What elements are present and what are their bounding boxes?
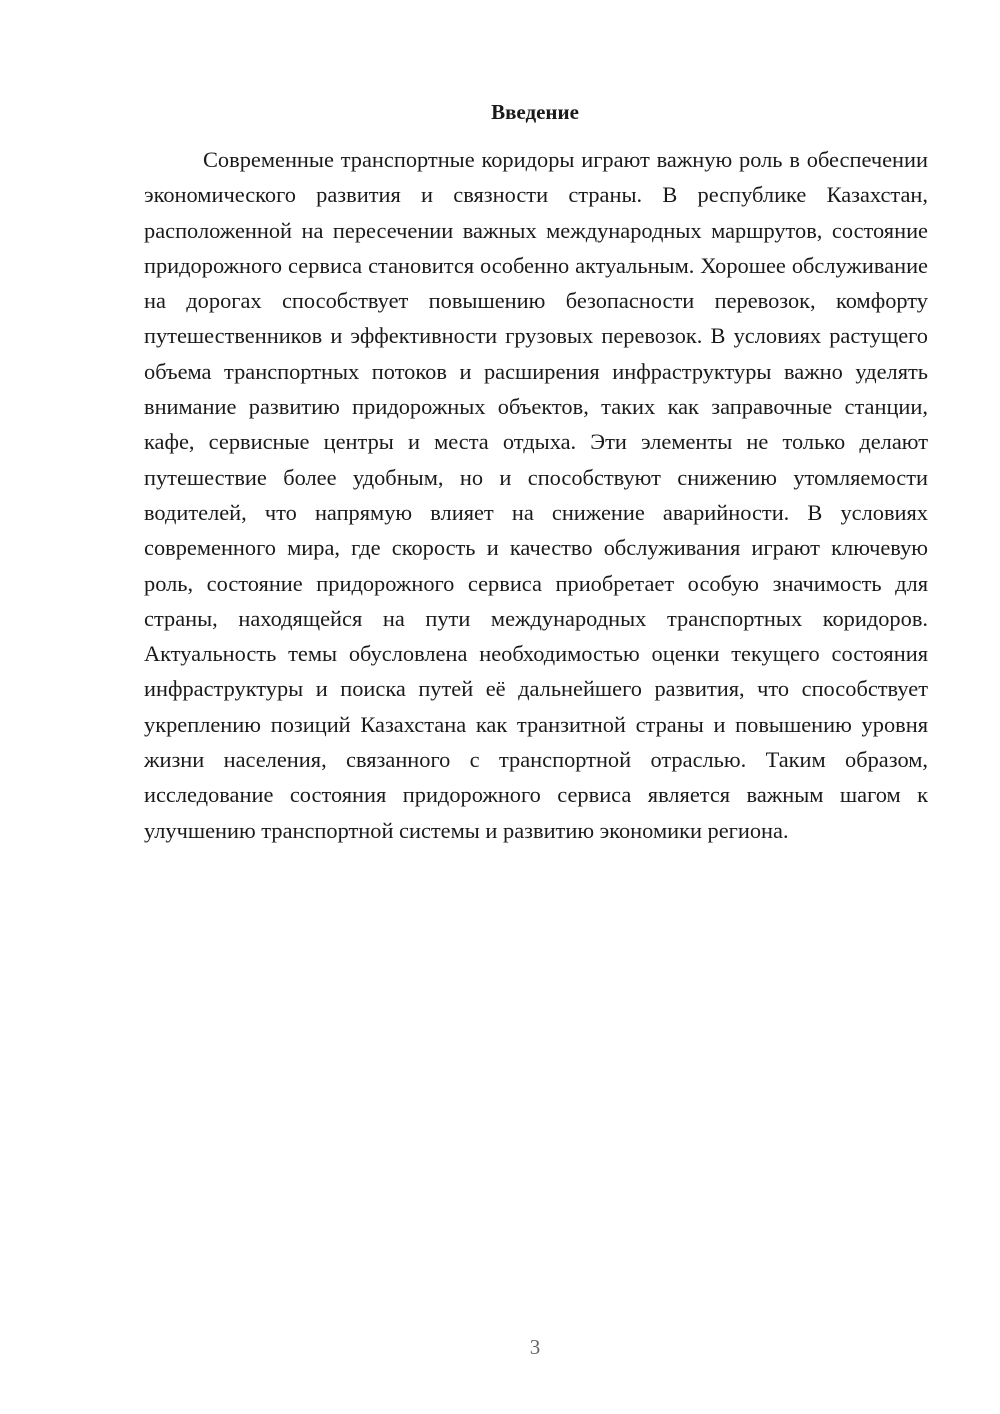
section-heading: Введение — [491, 100, 579, 124]
body-paragraph: Современные транспортные коридоры играют важную роль в обеспечении экономического развития и связности страны. В республике Казахстан, расположенной на пересечении важных международных маршрутов, состояние придорожного сервиса становится особенно актуальным. Хорошее обслуживание на дорогах способствует повышению безопасности перевозок, комфорту путешественников и эффективности грузовых перевозок. В условиях растущего объема транспортных потоков и расширения инфраструктуры важно уделять внимание развитию придорожных объектов, таких как заправочные станции, кафе, сервисные центры и места отдыха. Эти элементы не только делают путешествие более удобным, но и способствуют снижению утомляемости водителей, что напрямую влияет на снижение аварийности. В условиях современного мира, где скорость и качество обслуживания играют ключевую роль, состояние придорожного сервиса приобретает особую значимость для страны, находящейся на пути международных транспортных коридоров. Актуальность темы обусловлена необходимостью оценки текущего состояния инфраструктуры и поиска путей её дальнейшего развития, что способствует укреплению позиций Казахстана как транзитной страны и повышению уровня жизни населения, связанного с транспортной отраслью. Таким образом, исследование состояния придорожного сервиса является важным шагом к улучшению транспортной системы и развитию экономики региона. — [144, 147, 928, 843]
page-number: 3 — [529, 1335, 541, 1359]
